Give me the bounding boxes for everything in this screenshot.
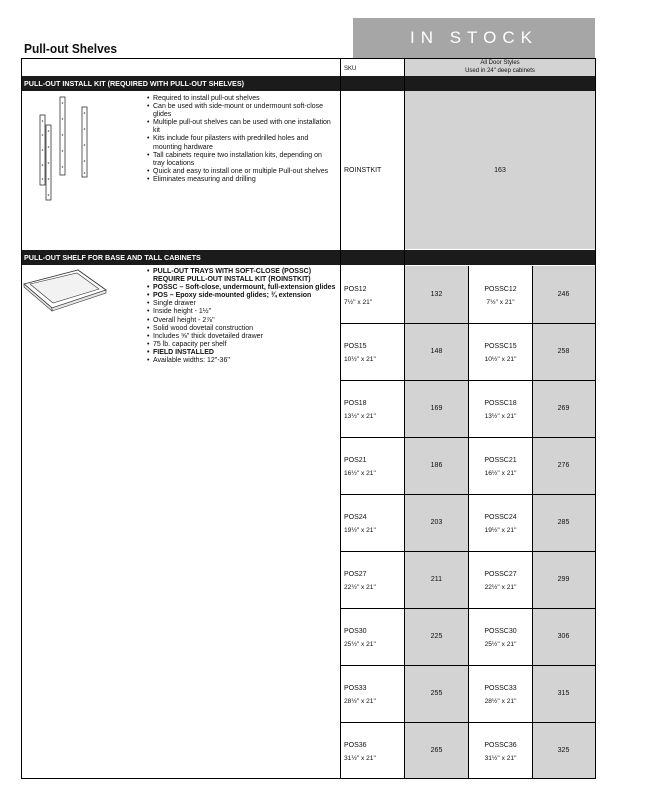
table-row-possc-sku bbox=[469, 399, 532, 422]
list-item: • Eliminates measuring and drilling bbox=[147, 176, 335, 184]
possc-sku-label: POSSC33 bbox=[484, 685, 517, 692]
table-row-pos-sku bbox=[344, 456, 402, 479]
install-kit-features bbox=[147, 95, 335, 184]
table-row-possc-price: 315 bbox=[557, 690, 570, 697]
pos-sku-label: POS33 bbox=[344, 685, 367, 692]
table-row-pos-price: 148 bbox=[430, 348, 443, 355]
pos-sku-label: POS21 bbox=[344, 457, 367, 464]
table-row-possc-price: 258 bbox=[557, 348, 570, 355]
table-row-pos-price: 225 bbox=[430, 633, 443, 640]
install-kit-section-bar: PULL-OUT INSTALL KIT (REQUIRED WITH PULL-OUT SHELVES) bbox=[21, 76, 595, 91]
pos-sku-label: POS12 bbox=[344, 286, 367, 293]
pos-sku-label: POS18 bbox=[344, 400, 367, 407]
list-item: • Solid wood dovetail construction bbox=[147, 325, 339, 333]
pos-dimensions: 31½" x 21" bbox=[344, 755, 376, 762]
list-item: • Kits include four pilasters with predrilled holes and mounting hardware bbox=[147, 135, 335, 151]
possc-dimensions: 13½" x 21" bbox=[484, 413, 517, 420]
page-title: Pull-out Shelves bbox=[24, 41, 118, 56]
pos-dimensions: 16½" x 21" bbox=[344, 470, 376, 477]
table-row-possc-price: 276 bbox=[557, 462, 570, 469]
table-row-possc-price: 285 bbox=[557, 519, 570, 526]
table-row-pos-price: 203 bbox=[430, 519, 443, 526]
table-row-pos-sku bbox=[344, 741, 402, 764]
pos-dimensions: 22½" x 21" bbox=[344, 584, 376, 591]
sku-column-header: SKU bbox=[344, 66, 357, 72]
table-row-pos-sku bbox=[344, 285, 402, 308]
pos-dimensions: 25½" x 21" bbox=[344, 641, 376, 648]
table-row-pos-sku bbox=[344, 399, 402, 422]
possc-sku-label: POSSC36 bbox=[484, 742, 517, 749]
sku-divider bbox=[404, 58, 405, 778]
table-row-possc-price: 325 bbox=[557, 747, 570, 754]
pos-dimensions: 7½" x 21" bbox=[344, 299, 373, 306]
possc-dimensions: 10½" x 21" bbox=[484, 356, 517, 363]
table-row-possc-sku bbox=[469, 627, 532, 650]
possc-dimensions: 28½" x 21" bbox=[484, 698, 517, 705]
list-item: • FIELD INSTALLED bbox=[147, 349, 339, 357]
pos-price-divider bbox=[468, 266, 469, 778]
door-styles-column-header bbox=[405, 59, 595, 76]
possc-sku-divider bbox=[532, 266, 533, 778]
pos-dimensions: 19½" x 21" bbox=[344, 527, 376, 534]
table-row-possc-price: 246 bbox=[557, 291, 570, 298]
shelf-section-bar: PULL-OUT SHELF FOR BASE AND TALL CABINETS bbox=[21, 250, 595, 265]
list-item: • Multiple pull-out shelves can be used with one installation kit bbox=[147, 119, 335, 135]
table-row-possc-sku bbox=[469, 342, 532, 365]
table-row-pos-price: 265 bbox=[430, 747, 443, 754]
pos-sku-label: POS27 bbox=[344, 571, 367, 578]
list-item: • Can be used with side-mount or undermount soft-close glides bbox=[147, 103, 335, 119]
table-row-possc-sku bbox=[469, 285, 532, 308]
possc-dimensions: 7½" x 21" bbox=[486, 299, 515, 306]
table-row-possc-sku bbox=[469, 513, 532, 536]
possc-sku-label: POSSC21 bbox=[484, 457, 517, 464]
possc-sku-label: POSSC12 bbox=[484, 286, 517, 293]
list-item: • POSSC – Soft-close, undermount, full-extension glides bbox=[147, 284, 339, 292]
table-row-possc-sku bbox=[469, 570, 532, 593]
pos-dimensions: 13½" x 21" bbox=[344, 413, 376, 420]
list-item: • Available widths: 12"-36" bbox=[147, 357, 339, 365]
in-stock-banner: IN STOCK bbox=[353, 18, 595, 58]
install-kit-price: 163 bbox=[494, 167, 506, 174]
possc-dimensions: 22½" x 21" bbox=[484, 584, 517, 591]
table-row-pos-sku bbox=[344, 342, 402, 365]
table-row-pos-sku bbox=[344, 684, 402, 707]
table-row-pos-price: 132 bbox=[430, 291, 443, 298]
table-row-possc-sku bbox=[469, 684, 532, 707]
list-item: • Inside height - 1½" bbox=[147, 308, 339, 316]
possc-sku-label: POSSC18 bbox=[484, 400, 517, 407]
cabinet-depth-label: Used in 24" deep cabinets bbox=[465, 67, 535, 74]
table-row-pos-price: 255 bbox=[430, 690, 443, 697]
list-item: • Required to install pull-out shelves bbox=[147, 95, 335, 103]
table-row-pos-price: 186 bbox=[430, 462, 443, 469]
description-divider bbox=[340, 58, 341, 778]
possc-dimensions: 16½" x 21" bbox=[484, 470, 517, 477]
pos-sku-label: POS15 bbox=[344, 343, 367, 350]
list-item: • PULL-OUT TRAYS WITH SOFT-CLOSE (POSSC) REQUIRE PULL-OUT INSTALL KIT (ROINSTKIT) bbox=[147, 268, 339, 284]
list-item: • Single drawer bbox=[147, 300, 339, 308]
table-left-border bbox=[21, 58, 22, 778]
pull-out-tray-illustration bbox=[22, 268, 108, 312]
possc-sku-label: POSSC24 bbox=[484, 514, 517, 521]
table-bottom-border bbox=[21, 778, 596, 779]
door-styles-label: All Door Styles bbox=[480, 60, 520, 66]
possc-dimensions: 31½" x 21" bbox=[484, 755, 517, 762]
install-kit-sku: ROINSTKIT bbox=[344, 167, 382, 174]
table-row-pos-sku bbox=[344, 570, 402, 593]
shelf-features bbox=[147, 268, 339, 365]
table-row-possc-price: 306 bbox=[557, 633, 570, 640]
list-item: • Tall cabinets require two installation kits, depending on tray locations bbox=[147, 152, 335, 168]
pos-sku-label: POS36 bbox=[344, 742, 367, 749]
pos-sku-label: POS30 bbox=[344, 628, 367, 635]
table-row-possc-sku bbox=[469, 741, 532, 764]
list-item: • Quick and easy to install one or multiple Pull-out shelves bbox=[147, 168, 335, 176]
possc-dimensions: 25½" x 21" bbox=[484, 641, 517, 648]
list-item: • 75 lb. capacity per shelf bbox=[147, 341, 339, 349]
table-right-border bbox=[595, 58, 596, 778]
possc-sku-label: POSSC27 bbox=[484, 571, 517, 578]
table-row-pos-sku bbox=[344, 627, 402, 650]
table-row-possc-price: 299 bbox=[557, 576, 570, 583]
list-item: • Includes ⅝" thick dovetailed drawer bbox=[147, 333, 339, 341]
table-row-pos-price: 211 bbox=[430, 576, 443, 583]
pos-dimensions: 10½" x 21" bbox=[344, 356, 376, 363]
table-row-possc-price: 269 bbox=[557, 405, 570, 412]
pilasters-illustration bbox=[38, 95, 118, 205]
pos-dimensions: 28½" x 21" bbox=[344, 698, 376, 705]
possc-sku-label: POSSC15 bbox=[484, 343, 517, 350]
possc-dimensions: 19½" x 21" bbox=[484, 527, 517, 534]
pos-sku-label: POS24 bbox=[344, 514, 367, 521]
table-row-pos-price: 169 bbox=[430, 405, 443, 412]
table-row-possc-sku bbox=[469, 456, 532, 479]
table-row-pos-sku bbox=[344, 513, 402, 536]
list-item: • POS – Epoxy side-mounted glides; ¾ extension bbox=[147, 292, 339, 300]
list-item: • Overall height - 2⅞" bbox=[147, 317, 339, 325]
possc-sku-label: POSSC30 bbox=[484, 628, 517, 635]
